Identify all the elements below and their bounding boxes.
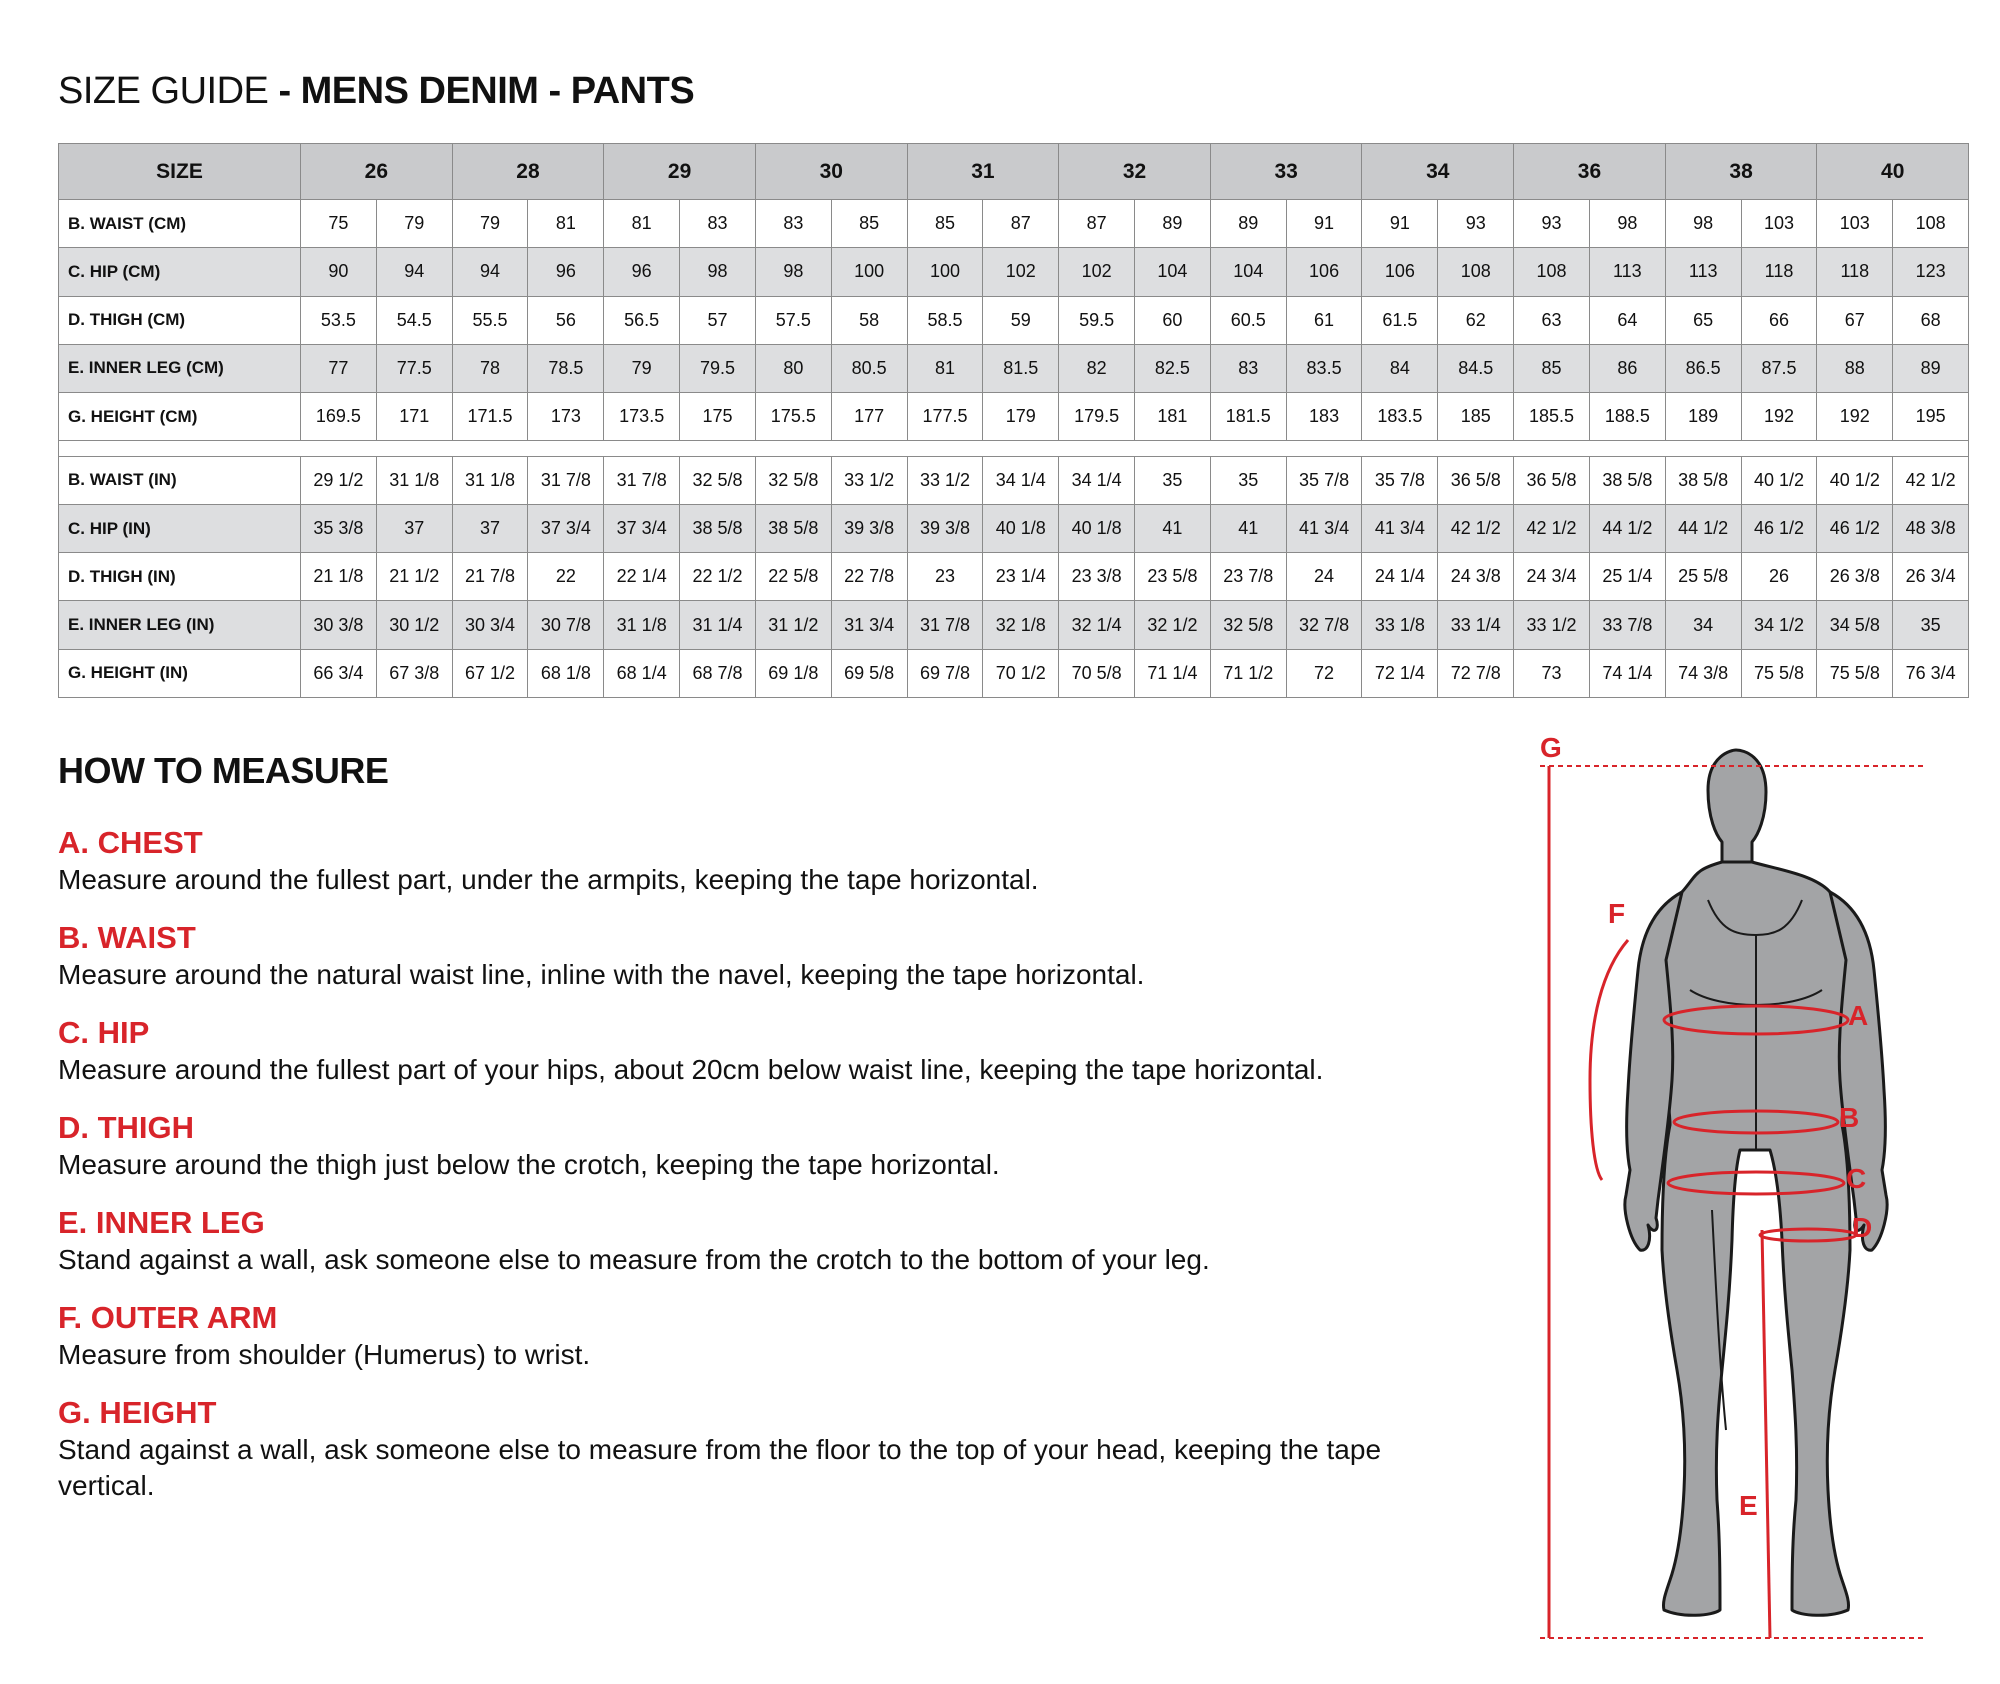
table-cell: 171: [376, 393, 452, 441]
label-e: E: [1739, 1490, 1758, 1521]
table-cell: 181.5: [1210, 393, 1286, 441]
table-cell: 185.5: [1514, 393, 1590, 441]
table-cell: 41: [1210, 504, 1286, 552]
table-cell: 58.5: [907, 296, 983, 344]
body-measurement-figure: [1530, 730, 1930, 1650]
table-cell: 23 5/8: [1135, 553, 1211, 601]
table-cell: 32 1/2: [1135, 601, 1211, 649]
size-header-cell: 30: [755, 144, 907, 200]
measure-title: E. INNER LEG: [58, 1205, 265, 1240]
table-cell: 94: [452, 248, 528, 296]
size-header-cell: 40: [1817, 144, 1969, 200]
measure-item: [58, 1204, 1458, 1278]
table-cell: 32 5/8: [680, 456, 756, 504]
table-cell: 34: [1665, 601, 1741, 649]
measure-item: [58, 1014, 1458, 1088]
table-cell: 171.5: [452, 393, 528, 441]
measure-title: D. THIGH: [58, 1110, 195, 1145]
table-cell: 87: [983, 200, 1059, 248]
measure-description: Stand against a wall, ask someone else to measure from the crotch to the bottom of your leg.: [58, 1244, 1210, 1275]
table-cell: 106: [1286, 248, 1362, 296]
table-row: [59, 248, 1969, 296]
table-cell: 87.5: [1741, 344, 1817, 392]
table-cell: 42 1/2: [1438, 504, 1514, 552]
size-header-cell: 32: [1059, 144, 1211, 200]
table-cell: 82: [1059, 344, 1135, 392]
measure-description: Measure around the fullest part of your hips, about 20cm below waist line, keeping the tape horizontal.: [58, 1054, 1324, 1085]
table-cell: 75 5/8: [1741, 649, 1817, 697]
table-cell: 64: [1589, 296, 1665, 344]
table-cell: 40 1/8: [983, 504, 1059, 552]
table-cell: 185: [1438, 393, 1514, 441]
table-cell: 113: [1665, 248, 1741, 296]
table-cell: 60.5: [1210, 296, 1286, 344]
table-cell: 75 5/8: [1817, 649, 1893, 697]
table-cell: 31 1/8: [452, 456, 528, 504]
table-cell: 30 3/8: [301, 601, 377, 649]
table-cell: 36 5/8: [1514, 456, 1590, 504]
table-cell: 177: [831, 393, 907, 441]
table-cell: 22: [528, 553, 604, 601]
table-cell: 89: [1210, 200, 1286, 248]
table-cell: 173: [528, 393, 604, 441]
table-cell: 113: [1589, 248, 1665, 296]
table-cell: 32 1/8: [983, 601, 1059, 649]
table-cell: 33 1/2: [1514, 601, 1590, 649]
size-table: [58, 143, 1969, 698]
table-cell: 39 3/8: [907, 504, 983, 552]
table-cell: 104: [1135, 248, 1211, 296]
size-header-cell: 28: [452, 144, 604, 200]
table-cell: 69 5/8: [831, 649, 907, 697]
table-cell: 86.5: [1665, 344, 1741, 392]
table-cell: 189: [1665, 393, 1741, 441]
row-label: B. WAIST (IN): [59, 456, 301, 504]
table-cell: 30 7/8: [528, 601, 604, 649]
table-cell: 108: [1893, 200, 1969, 248]
table-cell: 66: [1741, 296, 1817, 344]
inner-leg-line: [1762, 1230, 1770, 1638]
table-cell: 30 3/4: [452, 601, 528, 649]
table-cell: 61.5: [1362, 296, 1438, 344]
table-cell: 39 3/8: [831, 504, 907, 552]
table-cell: 35: [1135, 456, 1211, 504]
table-cell: 179: [983, 393, 1059, 441]
table-cell: 118: [1741, 248, 1817, 296]
table-row: [59, 601, 1969, 649]
table-cell: 37 3/4: [528, 504, 604, 552]
table-cell: 98: [1665, 200, 1741, 248]
table-cell: 35 7/8: [1362, 456, 1438, 504]
table-cell: 33 1/8: [1362, 601, 1438, 649]
measure-description: Measure around the natural waist line, inline with the navel, keeping the tape horizontal.: [58, 959, 1145, 990]
table-cell: 48 3/8: [1893, 504, 1969, 552]
table-cell: 84: [1362, 344, 1438, 392]
table-cell: 29 1/2: [301, 456, 377, 504]
size-header-cell: 36: [1514, 144, 1666, 200]
table-cell: 192: [1817, 393, 1893, 441]
table-cell: 23: [907, 553, 983, 601]
table-cell: 58: [831, 296, 907, 344]
table-cell: 23 3/8: [1059, 553, 1135, 601]
table-cell: 88: [1817, 344, 1893, 392]
table-cell: 123: [1893, 248, 1969, 296]
table-row: [59, 344, 1969, 392]
size-header-cell: 29: [604, 144, 756, 200]
measure-item: [58, 919, 1458, 993]
row-label: E. INNER LEG (IN): [59, 601, 301, 649]
table-row: [59, 649, 1969, 697]
measure-list: [58, 824, 1458, 1504]
table-cell: 78: [452, 344, 528, 392]
outer-arm-line: [1590, 940, 1628, 1180]
table-cell: 108: [1438, 248, 1514, 296]
table-cell: 87: [1059, 200, 1135, 248]
table-cell: 72 7/8: [1438, 649, 1514, 697]
table-cell: 34 5/8: [1817, 601, 1893, 649]
size-header-cell: 38: [1665, 144, 1817, 200]
table-cell: 31 7/8: [528, 456, 604, 504]
table-cell: 40 1/2: [1741, 456, 1817, 504]
row-label: G. HEIGHT (CM): [59, 393, 301, 441]
size-header-cell: 31: [907, 144, 1059, 200]
table-cell: 73: [1514, 649, 1590, 697]
table-cell: 35 3/8: [301, 504, 377, 552]
table-cell: 83.5: [1286, 344, 1362, 392]
table-cell: 65: [1665, 296, 1741, 344]
table-cell: 72: [1286, 649, 1362, 697]
label-g: G: [1540, 732, 1562, 763]
table-cell: 56.5: [604, 296, 680, 344]
row-label: B. WAIST (CM): [59, 200, 301, 248]
table-cell: 75: [301, 200, 377, 248]
table-cell: 44 1/2: [1589, 504, 1665, 552]
table-cell: 181: [1135, 393, 1211, 441]
table-cell: 94: [376, 248, 452, 296]
table-cell: 41: [1135, 504, 1211, 552]
table-cell: 68 7/8: [680, 649, 756, 697]
table-cell: 37: [376, 504, 452, 552]
table-cell: 80: [755, 344, 831, 392]
table-cell: 22 1/2: [680, 553, 756, 601]
table-cell: 23 1/4: [983, 553, 1059, 601]
table-cell: 71 1/2: [1210, 649, 1286, 697]
table-cell: 81: [604, 200, 680, 248]
row-label: E. INNER LEG (CM): [59, 344, 301, 392]
label-d: D: [1852, 1212, 1873, 1243]
table-cell: 188.5: [1589, 393, 1665, 441]
table-cell: 38 5/8: [1589, 456, 1665, 504]
table-cell: 85: [1514, 344, 1590, 392]
table-cell: 69 7/8: [907, 649, 983, 697]
table-cell: 37 3/4: [604, 504, 680, 552]
table-cell: 22 5/8: [755, 553, 831, 601]
measure-title: C. HIP: [58, 1015, 150, 1050]
table-cell: 183.5: [1362, 393, 1438, 441]
title-prefix: SIZE GUIDE: [58, 70, 269, 112]
table-cell: 34 1/4: [1059, 456, 1135, 504]
table-cell: 24 3/8: [1438, 553, 1514, 601]
table-cell: 96: [528, 248, 604, 296]
table-cell: 57.5: [755, 296, 831, 344]
row-label: D. THIGH (CM): [59, 296, 301, 344]
table-cell: 21 1/8: [301, 553, 377, 601]
table-cell: 35: [1210, 456, 1286, 504]
table-cell: 57: [680, 296, 756, 344]
table-cell: 103: [1817, 200, 1893, 248]
table-cell: 69 1/8: [755, 649, 831, 697]
table-cell: 179.5: [1059, 393, 1135, 441]
table-cell: 63: [1514, 296, 1590, 344]
table-cell: 36 5/8: [1438, 456, 1514, 504]
head-shape: [1708, 750, 1766, 868]
table-cell: 31 1/8: [376, 456, 452, 504]
row-label: G. HEIGHT (IN): [59, 649, 301, 697]
table-cell: 195: [1893, 393, 1969, 441]
size-table-body: [59, 200, 1969, 698]
table-row: [59, 504, 1969, 552]
table-cell: 77: [301, 344, 377, 392]
table-cell: 98: [755, 248, 831, 296]
table-cell: 81.5: [983, 344, 1059, 392]
table-cell: 83: [1210, 344, 1286, 392]
table-cell: 85: [907, 200, 983, 248]
size-header-cell: 34: [1362, 144, 1514, 200]
table-cell: 70 1/2: [983, 649, 1059, 697]
label-a: A: [1848, 1000, 1869, 1031]
table-cell: 24 1/4: [1362, 553, 1438, 601]
table-cell: 100: [831, 248, 907, 296]
table-cell: 76 3/4: [1893, 649, 1969, 697]
table-cell: 79: [452, 200, 528, 248]
table-cell: 21 7/8: [452, 553, 528, 601]
table-cell: 192: [1741, 393, 1817, 441]
table-cell: 169.5: [301, 393, 377, 441]
table-cell: 55.5: [452, 296, 528, 344]
table-cell: 42 1/2: [1893, 456, 1969, 504]
table-cell: 86: [1589, 344, 1665, 392]
size-header-cell: 33: [1210, 144, 1362, 200]
table-cell: 37: [452, 504, 528, 552]
table-cell: 42 1/2: [1514, 504, 1590, 552]
title-main: - MENS DENIM - PANTS: [278, 70, 695, 112]
table-row: [59, 456, 1969, 504]
table-cell: 44 1/2: [1665, 504, 1741, 552]
table-cell: 38 5/8: [755, 504, 831, 552]
measure-title: F. OUTER ARM: [58, 1300, 278, 1335]
table-cell: 62: [1438, 296, 1514, 344]
table-cell: 54.5: [376, 296, 452, 344]
label-c: C: [1846, 1163, 1867, 1194]
measure-item: [58, 1394, 1458, 1504]
table-cell: 34 1/4: [983, 456, 1059, 504]
table-cell: 84.5: [1438, 344, 1514, 392]
table-cell: 46 1/2: [1817, 504, 1893, 552]
table-cell: 24: [1286, 553, 1362, 601]
table-row: [59, 553, 1969, 601]
measure-description: Measure around the fullest part, under the armpits, keeping the tape horizontal.: [58, 864, 1039, 895]
table-cell: 32 1/4: [1059, 601, 1135, 649]
table-cell: 74 3/8: [1665, 649, 1741, 697]
table-cell: 91: [1362, 200, 1438, 248]
table-cell: 25 5/8: [1665, 553, 1741, 601]
table-cell: 59.5: [1059, 296, 1135, 344]
table-row: [59, 200, 1969, 248]
table-cell: 80.5: [831, 344, 907, 392]
table-cell: 79: [604, 344, 680, 392]
table-cell: 81: [528, 200, 604, 248]
measure-description: Measure from shoulder (Humerus) to wrist.: [58, 1339, 591, 1370]
table-cell: 83: [755, 200, 831, 248]
table-cell: 102: [983, 248, 1059, 296]
table-cell: 104: [1210, 248, 1286, 296]
table-cell: 90: [301, 248, 377, 296]
table-cell: 66 3/4: [301, 649, 377, 697]
table-cell: 91: [1286, 200, 1362, 248]
table-spacer-row: [59, 441, 1969, 456]
table-cell: 26: [1741, 553, 1817, 601]
table-cell: 85: [831, 200, 907, 248]
table-cell: 118: [1817, 248, 1893, 296]
measure-description: Measure around the thigh just below the crotch, keeping the tape horizontal.: [58, 1149, 1000, 1180]
measure-title: A. CHEST: [58, 825, 203, 860]
table-cell: 26 3/8: [1817, 553, 1893, 601]
table-cell: 68: [1893, 296, 1969, 344]
table-cell: 173.5: [604, 393, 680, 441]
measure-item: [58, 1109, 1458, 1183]
table-cell: 32 5/8: [755, 456, 831, 504]
measure-title: B. WAIST: [58, 920, 196, 955]
table-cell: 98: [1589, 200, 1665, 248]
how-to-measure-heading: HOW TO MEASURE: [58, 750, 389, 791]
row-label: C. HIP (CM): [59, 248, 301, 296]
table-cell: 93: [1438, 200, 1514, 248]
table-cell: 53.5: [301, 296, 377, 344]
table-cell: 103: [1741, 200, 1817, 248]
table-cell: 183: [1286, 393, 1362, 441]
table-cell: 41 3/4: [1286, 504, 1362, 552]
table-cell: 98: [680, 248, 756, 296]
table-cell: 46 1/2: [1741, 504, 1817, 552]
table-cell: 61: [1286, 296, 1362, 344]
table-cell: 33 1/4: [1438, 601, 1514, 649]
how-to-measure: [58, 750, 1458, 1525]
table-cell: 23 7/8: [1210, 553, 1286, 601]
table-cell: 72 1/4: [1362, 649, 1438, 697]
table-cell: 32 5/8: [1210, 601, 1286, 649]
table-cell: 82.5: [1135, 344, 1211, 392]
table-cell: 175.5: [755, 393, 831, 441]
page-title: [58, 70, 694, 113]
table-cell: 33 7/8: [1589, 601, 1665, 649]
measure-title: G. HEIGHT: [58, 1395, 217, 1430]
table-cell: 34 1/2: [1741, 601, 1817, 649]
table-cell: 70 5/8: [1059, 649, 1135, 697]
table-cell: 22 7/8: [831, 553, 907, 601]
table-cell: 25 1/4: [1589, 553, 1665, 601]
table-row: [59, 393, 1969, 441]
row-label: D. THIGH (IN): [59, 553, 301, 601]
table-cell: 68 1/8: [528, 649, 604, 697]
table-cell: 33 1/2: [907, 456, 983, 504]
table-cell: 106: [1362, 248, 1438, 296]
table-cell: 68 1/4: [604, 649, 680, 697]
table-cell: 67: [1817, 296, 1893, 344]
table-cell: 177.5: [907, 393, 983, 441]
table-cell: 40 1/2: [1817, 456, 1893, 504]
table-cell: 102: [1059, 248, 1135, 296]
table-cell: 41 3/4: [1362, 504, 1438, 552]
table-cell: 31 1/4: [680, 601, 756, 649]
table-cell: 77.5: [376, 344, 452, 392]
table-cell: 56: [528, 296, 604, 344]
body-illustration: [1530, 730, 1930, 1650]
table-cell: 96: [604, 248, 680, 296]
table-cell: 33 1/2: [831, 456, 907, 504]
table-cell: 31 1/2: [755, 601, 831, 649]
table-cell: 31 7/8: [604, 456, 680, 504]
table-cell: 35 7/8: [1286, 456, 1362, 504]
table-cell: 93: [1514, 200, 1590, 248]
measure-description: Stand against a wall, ask someone else to measure from the floor to the top of your head, keeping the tape vertical.: [58, 1434, 1382, 1501]
table-cell: 22 1/4: [604, 553, 680, 601]
table-cell: 83: [680, 200, 756, 248]
table-cell: 30 1/2: [376, 601, 452, 649]
table-cell: 59: [983, 296, 1059, 344]
table-cell: 26 3/4: [1893, 553, 1969, 601]
table-cell: 100: [907, 248, 983, 296]
table-cell: 71 1/4: [1135, 649, 1211, 697]
table-cell: 74 1/4: [1589, 649, 1665, 697]
size-header-cell: 26: [301, 144, 453, 200]
table-cell: 79: [376, 200, 452, 248]
table-cell: 89: [1135, 200, 1211, 248]
size-header-row: [59, 144, 1969, 200]
table-cell: 175: [680, 393, 756, 441]
table-cell: 35: [1893, 601, 1969, 649]
spacer-cell: [59, 441, 1969, 456]
table-cell: 31 3/4: [831, 601, 907, 649]
table-cell: 24 3/4: [1514, 553, 1590, 601]
table-cell: 32 7/8: [1286, 601, 1362, 649]
row-label: C. HIP (IN): [59, 504, 301, 552]
table-cell: 81: [907, 344, 983, 392]
table-cell: 67 1/2: [452, 649, 528, 697]
table-cell: 31 1/8: [604, 601, 680, 649]
table-cell: 108: [1514, 248, 1590, 296]
label-f: F: [1608, 898, 1626, 929]
table-cell: 40 1/8: [1059, 504, 1135, 552]
table-cell: 31 7/8: [907, 601, 983, 649]
table-cell: 21 1/2: [376, 553, 452, 601]
measure-item: [58, 824, 1458, 898]
size-header-label: SIZE: [59, 144, 301, 200]
table-cell: 79.5: [680, 344, 756, 392]
table-cell: 67 3/8: [376, 649, 452, 697]
label-b: B: [1839, 1102, 1860, 1133]
table-cell: 89: [1893, 344, 1969, 392]
table-row: [59, 296, 1969, 344]
table-cell: 78.5: [528, 344, 604, 392]
table-cell: 38 5/8: [1665, 456, 1741, 504]
table-cell: 38 5/8: [680, 504, 756, 552]
measure-item: [58, 1299, 1458, 1373]
table-cell: 60: [1135, 296, 1211, 344]
